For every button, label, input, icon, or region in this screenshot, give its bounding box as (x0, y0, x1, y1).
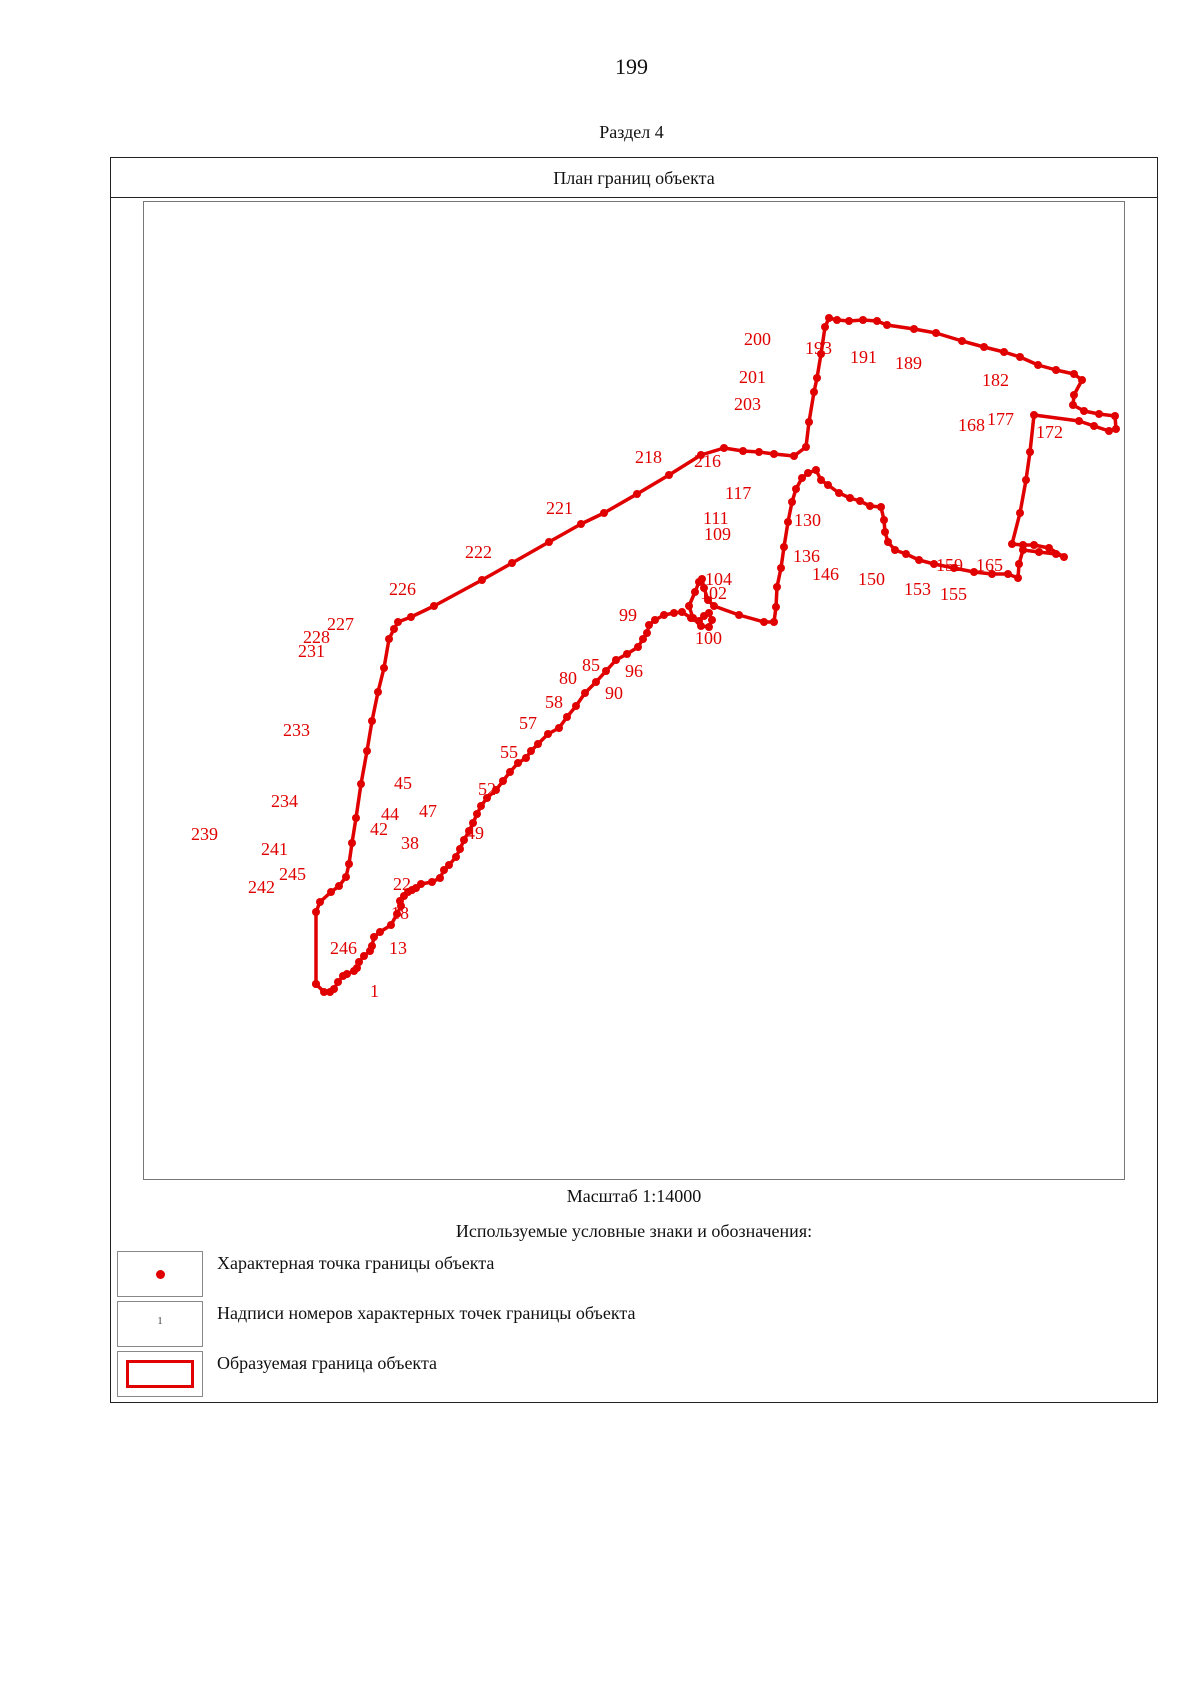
boundary-point-dot (1008, 540, 1016, 548)
boundary-point-dot (316, 898, 324, 906)
boundary-point-dot (1022, 476, 1030, 484)
boundary-point-dot (368, 717, 376, 725)
boundary-point-dot (804, 469, 812, 477)
boundary-point-dot (634, 643, 642, 651)
point-number-label: 90 (605, 683, 623, 703)
legend-item-numbers (117, 1301, 1017, 1349)
boundary-point-dot (824, 481, 832, 489)
boundary-point-dot (428, 878, 436, 886)
boundary-point-dot (881, 528, 889, 536)
boundary-point-dot (691, 588, 699, 596)
boundary-point-dot (499, 777, 507, 785)
point-number-label: 218 (635, 447, 662, 467)
boundary-plan-svg (144, 202, 1124, 1179)
boundary-point-dot (880, 516, 888, 524)
point-number-label: 231 (298, 641, 325, 661)
point-number-label: 227 (327, 614, 354, 634)
point-number-label: 221 (546, 498, 573, 518)
point-number-label: 104 (705, 569, 732, 589)
boundary-point-dot (805, 418, 813, 426)
scale-text: Масштаб 1:14000 (566, 1186, 702, 1206)
boundary-point-dot (859, 316, 867, 324)
point-number-label: 193 (805, 338, 832, 358)
point-number-label: 172 (1036, 422, 1063, 442)
point-number-label: 241 (261, 839, 288, 859)
point-number-label: 45 (394, 773, 412, 793)
boundary-point-dot (545, 538, 553, 546)
boundary-point-dot (478, 576, 486, 584)
point-number-label: 58 (545, 692, 563, 712)
boundary-point-dot (846, 494, 854, 502)
boundary-point-dot (739, 447, 747, 455)
point-number-label: 228 (303, 627, 330, 647)
boundary-point-dot (555, 724, 563, 732)
boundary-point-dot (363, 747, 371, 755)
boundary-point-dot (407, 613, 415, 621)
boundary-point-dot (577, 520, 585, 528)
plan-frame (110, 157, 1158, 1403)
boundary-point-dot (760, 618, 768, 626)
boundary-point-dot (572, 702, 580, 710)
point-number-label: 233 (283, 720, 310, 740)
point-number-label: 13 (389, 938, 407, 958)
boundary-point-dot (958, 337, 966, 345)
boundary-point-dot (1019, 541, 1027, 549)
point-number-label: 44 (381, 804, 399, 824)
point-number-label: 153 (904, 579, 931, 599)
legend-label-point: Характерная точка границы объекта (217, 1253, 495, 1273)
boundary-point-dot (792, 485, 800, 493)
point-number-label: 222 (465, 542, 492, 562)
point-number-label: 182 (982, 370, 1009, 390)
boundary-point-dot (417, 880, 425, 888)
boundary-point-dot (345, 860, 353, 868)
boundary-point-dot (821, 323, 829, 331)
boundary-point-dot (352, 814, 360, 822)
legend-item-point (117, 1251, 1017, 1299)
boundary-point-dot (883, 321, 891, 329)
boundary-point-dot (755, 448, 763, 456)
boundary-point-dot (802, 443, 810, 451)
boundary-point-dot (602, 667, 610, 675)
point-number-label: 242 (248, 877, 275, 897)
boundary-point-dot (1078, 376, 1086, 384)
point-number-label: 52 (478, 779, 496, 799)
boundary-point-dot (348, 839, 356, 847)
boundary-point-dot (477, 802, 485, 810)
point-number-label: 246 (330, 938, 357, 958)
boundary-point-dot (522, 754, 530, 762)
legend-swatch-numbers (117, 1301, 203, 1347)
boundary-point-dot (1095, 410, 1103, 418)
boundary-point-dot (473, 810, 481, 818)
boundary-point-dot (456, 845, 464, 853)
boundary-point-dot (335, 882, 343, 890)
legend-swatch-point (117, 1251, 203, 1297)
boundary-point-dot (1000, 348, 1008, 356)
point-number-icon: 1 (157, 1315, 163, 1327)
boundary-point-dot (430, 602, 438, 610)
boundary-point-dot (670, 609, 678, 617)
boundary-point-dot (581, 689, 589, 697)
boundary-point-dot (873, 317, 881, 325)
boundary-point-dot (390, 625, 398, 633)
boundary-point-dot (902, 550, 910, 558)
boundary-point-dot (357, 780, 365, 788)
boundary-point-dot (845, 317, 853, 325)
point-number-label: 42 (370, 819, 388, 839)
point-number-label: 117 (725, 483, 752, 503)
point-number-label: 102 (700, 583, 727, 603)
point-number-label: 150 (858, 569, 885, 589)
boundary-point-dot (436, 874, 444, 882)
point-number-label: 177 (987, 409, 1014, 429)
boundary-point-dot (710, 602, 718, 610)
boundary-point-dot (1052, 550, 1060, 558)
point-number-label: 191 (850, 347, 877, 367)
boundary-point-dot (374, 688, 382, 696)
boundary-point-dot (342, 873, 350, 881)
red-dot-icon (156, 1270, 165, 1279)
boundary-point-dot (1030, 541, 1038, 549)
boundary-point-dot (1004, 570, 1012, 578)
boundary-point-dot (910, 325, 918, 333)
boundary-plan-map (143, 201, 1125, 1180)
boundary-point-dot (368, 942, 376, 950)
boundary-point-dot (772, 603, 780, 611)
boundary-point-dot (790, 452, 798, 460)
boundary-point-dot (452, 853, 460, 861)
legend-title: Используемые условные знаки и обозначения: (455, 1221, 813, 1241)
boundary-point-dot (856, 497, 864, 505)
boundary-point-dot (720, 444, 728, 452)
boundary-point-dot (643, 629, 651, 637)
point-number-label: 96 (625, 661, 643, 681)
red-boundary-rect-icon (126, 1360, 194, 1388)
boundary-point-dot (563, 713, 571, 721)
page-number: 199 (615, 54, 648, 79)
plan-title: План границ объекта (111, 158, 1157, 198)
section-title: Раздел 4 (599, 122, 664, 142)
boundary-point-dot (327, 888, 335, 896)
legend-label-numbers: Надписи номеров характерных точек границы объекта (217, 1303, 636, 1323)
boundary-point-dot (394, 618, 402, 626)
boundary-point-dot (784, 518, 792, 526)
boundary-point-dot (312, 908, 320, 916)
point-number-label: 80 (559, 668, 577, 688)
boundary-point-dot (1034, 361, 1042, 369)
point-number-label: 99 (619, 605, 637, 625)
boundary-point-dot (1090, 422, 1098, 430)
boundary-point-dot (1069, 401, 1077, 409)
boundary-point-dot (817, 476, 825, 484)
point-number-label: 38 (401, 833, 419, 853)
boundary-point-dot (708, 616, 716, 624)
point-number-label: 18 (391, 903, 409, 923)
boundary-point-dot (1052, 366, 1060, 374)
boundary-point-dot (685, 602, 693, 610)
boundary-point-dot (1014, 574, 1022, 582)
boundary-point-dot (343, 970, 351, 978)
boundary-point-dot (915, 556, 923, 564)
point-number-label: 168 (958, 415, 985, 435)
point-number-label: 201 (739, 367, 766, 387)
boundary-point-dot (866, 502, 874, 510)
boundary-point-dot (678, 608, 686, 616)
point-number-label: 226 (389, 579, 416, 599)
boundary-point-dot (777, 564, 785, 572)
boundary-point-dot (770, 618, 778, 626)
boundary-point-dot (788, 498, 796, 506)
boundary-point-dot (1045, 544, 1053, 552)
boundary-point-dot (1030, 411, 1038, 419)
boundary-point-dot (380, 664, 388, 672)
boundary-point-dot (689, 614, 697, 622)
boundary-point-dot (1060, 553, 1068, 561)
boundary-point-dot (812, 466, 820, 474)
boundary-point-dot (884, 538, 892, 546)
point-number-label: 203 (734, 394, 761, 414)
boundary-point-dot (600, 509, 608, 517)
boundary-point-dot (1112, 425, 1120, 433)
boundary-point-dot (780, 543, 788, 551)
boundary-point-dot (508, 559, 516, 567)
point-number-label: 55 (500, 742, 518, 762)
boundary-point-dot (810, 388, 818, 396)
boundary-point-dot (877, 503, 885, 511)
boundary-point-dot (1070, 391, 1078, 399)
boundary-point-dot (1075, 417, 1083, 425)
boundary-point-dot (891, 546, 899, 554)
boundary-point-dot (312, 980, 320, 988)
legend-swatch-boundary (117, 1351, 203, 1397)
boundary-point-dot (623, 650, 631, 658)
boundary-point-dot (527, 747, 535, 755)
point-number-label: 109 (704, 524, 731, 544)
boundary-point-dot (506, 768, 514, 776)
boundary-point-dot (1105, 427, 1113, 435)
point-number-label: 136 (793, 546, 820, 566)
boundary-point-dot (376, 928, 384, 936)
boundary-point-dot (835, 489, 843, 497)
point-number-label: 57 (519, 713, 537, 733)
boundary-point-dot (1080, 407, 1088, 415)
boundary-point-dot (1070, 370, 1078, 378)
boundary-point-dot (544, 730, 552, 738)
boundary-point-dot (651, 616, 659, 624)
point-number-label: 1 (370, 981, 379, 1001)
point-number-label: 100 (695, 628, 722, 648)
boundary-point-dot (445, 861, 453, 869)
legend-label-boundary: Образуемая граница объекта (217, 1353, 438, 1373)
point-number-label: 189 (895, 353, 922, 373)
point-number-label: 234 (271, 791, 298, 811)
point-number-label: 200 (744, 329, 771, 349)
boundary-point-dot (1026, 448, 1034, 456)
point-number-label: 111 (703, 508, 729, 528)
point-number-label: 239 (191, 824, 218, 844)
point-number-label: 216 (694, 451, 721, 471)
boundary-point-dot (932, 329, 940, 337)
point-number-label: 47 (419, 801, 437, 821)
boundary-point-dot (612, 656, 620, 664)
boundary-point-dot (813, 374, 821, 382)
boundary-point-dot (1111, 412, 1119, 420)
point-number-label: 85 (582, 655, 600, 675)
boundary-point-dot (833, 316, 841, 324)
boundary-point-dot (735, 611, 743, 619)
point-number-label: 146 (812, 564, 839, 584)
boundary-point-dot (705, 609, 713, 617)
boundary-point-dot (1016, 509, 1024, 517)
point-number-label: 22 (393, 874, 411, 894)
boundary-point-dot (385, 635, 393, 643)
boundary-point-dot (1016, 353, 1024, 361)
boundary-point-dot (330, 985, 338, 993)
point-number-label: 130 (794, 510, 821, 530)
boundary-point-dot (773, 583, 781, 591)
point-number-label: 155 (940, 584, 967, 604)
boundary-point-dot (1015, 560, 1023, 568)
point-number-label: 49 (466, 823, 484, 843)
boundary-point-dot (980, 343, 988, 351)
boundary-point-dot (660, 611, 668, 619)
boundary-point-dot (825, 314, 833, 322)
boundary-point-dot (534, 740, 542, 748)
point-number-label: 159 (936, 555, 963, 575)
boundary-point-dot (592, 678, 600, 686)
point-number-label: 165 (976, 555, 1003, 575)
point-number-label: 245 (279, 864, 306, 884)
boundary-point-dot (1035, 548, 1043, 556)
boundary-point-dot (665, 471, 673, 479)
boundary-point-dot (770, 450, 778, 458)
legend-item-boundary (117, 1351, 1017, 1399)
boundary-point-dot (633, 490, 641, 498)
